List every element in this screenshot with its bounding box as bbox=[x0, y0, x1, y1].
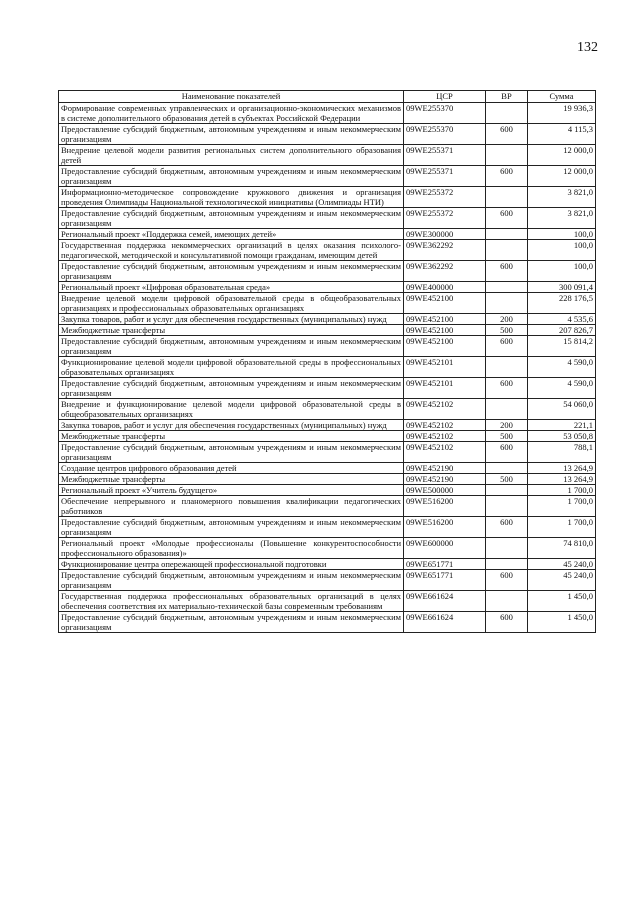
cell-vr: 600 bbox=[486, 261, 528, 282]
table-row bbox=[59, 293, 596, 314]
cell-vr bbox=[486, 293, 528, 314]
cell-vr bbox=[486, 229, 528, 240]
cell-sum: 45 240,0 bbox=[528, 559, 596, 570]
cell-name: Предоставление субсидий бюджетным, автономным учреждениям и иным некоммерческим организациям bbox=[59, 336, 404, 357]
cell-name: Межбюджетные трансферты bbox=[59, 474, 404, 485]
cell-csr: 09WE255371 bbox=[404, 145, 486, 166]
cell-csr: 09WE400000 bbox=[404, 282, 486, 293]
cell-name: Государственная поддержка некоммерческих организаций в целях оказания психолого-педагогической, методической и консультативной помощи гражданам, имеющим детей bbox=[59, 240, 404, 261]
table-row bbox=[59, 538, 596, 559]
cell-name: Внедрение целевой модели цифровой образовательной среды в общеобразовательных организациях и профессиональных образовательных организациях bbox=[59, 293, 404, 314]
table-row bbox=[59, 420, 596, 431]
cell-name: Предоставление субсидий бюджетным, автономным учреждениям и иным некоммерческим организациям bbox=[59, 570, 404, 591]
cell-name: Внедрение и функционирование целевой модели цифровой образовательной среды в общеобразовательных организациях bbox=[59, 399, 404, 420]
table-row bbox=[59, 282, 596, 293]
cell-sum: 1 450,0 bbox=[528, 612, 596, 633]
table-row bbox=[59, 103, 596, 124]
table-row bbox=[59, 463, 596, 474]
cell-name: Государственная поддержка профессиональных образовательных организаций в целях обеспечения соответствия их материально-технической базы современным требованиям bbox=[59, 591, 404, 612]
table-row bbox=[59, 399, 596, 420]
cell-vr: 600 bbox=[486, 570, 528, 591]
cell-name: Внедрение целевой модели развития региональных систем дополнительного образования детей bbox=[59, 145, 404, 166]
cell-csr: 09WE452102 bbox=[404, 442, 486, 463]
cell-sum: 13 264,9 bbox=[528, 474, 596, 485]
cell-vr bbox=[486, 591, 528, 612]
cell-name: Информационно-методическое сопровождение кружкового движения и организация проведения Олимпиады Национальной технологической инициативы (Олимпиады НТИ) bbox=[59, 187, 404, 208]
table-body bbox=[59, 103, 596, 633]
cell-vr bbox=[486, 538, 528, 559]
cell-sum: 4 590,0 bbox=[528, 357, 596, 378]
table-row bbox=[59, 261, 596, 282]
cell-csr: 09WE362292 bbox=[404, 261, 486, 282]
cell-sum: 100,0 bbox=[528, 240, 596, 261]
cell-csr: 09WE452100 bbox=[404, 293, 486, 314]
cell-vr: 500 bbox=[486, 325, 528, 336]
cell-csr: 09WE452190 bbox=[404, 463, 486, 474]
cell-csr: 09WE452102 bbox=[404, 399, 486, 420]
cell-sum: 221,1 bbox=[528, 420, 596, 431]
table-row bbox=[59, 145, 596, 166]
cell-csr: 09WE516200 bbox=[404, 517, 486, 538]
cell-vr bbox=[486, 559, 528, 570]
cell-sum: 45 240,0 bbox=[528, 570, 596, 591]
table-row bbox=[59, 314, 596, 325]
budget-table bbox=[58, 90, 596, 633]
cell-vr: 500 bbox=[486, 474, 528, 485]
cell-name: Формирование современных управленческих и организационно-экономических механизмов в системе дополнительного образования детей в субъектах Российской Федерации bbox=[59, 103, 404, 124]
cell-sum: 100,0 bbox=[528, 229, 596, 240]
cell-sum: 12 000,0 bbox=[528, 145, 596, 166]
table-row bbox=[59, 187, 596, 208]
cell-csr: 09WE452100 bbox=[404, 314, 486, 325]
cell-sum: 3 821,0 bbox=[528, 187, 596, 208]
cell-sum: 74 810,0 bbox=[528, 538, 596, 559]
cell-vr bbox=[486, 485, 528, 496]
cell-sum: 4 590,0 bbox=[528, 378, 596, 399]
table-row bbox=[59, 474, 596, 485]
table-row bbox=[59, 496, 596, 517]
cell-sum: 53 050,8 bbox=[528, 431, 596, 442]
cell-vr bbox=[486, 145, 528, 166]
cell-csr: 09WE452102 bbox=[404, 420, 486, 431]
cell-name: Региональный проект «Поддержка семей, имеющих детей» bbox=[59, 229, 404, 240]
cell-sum: 300 091,4 bbox=[528, 282, 596, 293]
table-row bbox=[59, 431, 596, 442]
table-row bbox=[59, 166, 596, 187]
cell-sum: 13 264,9 bbox=[528, 463, 596, 474]
cell-sum: 1 450,0 bbox=[528, 591, 596, 612]
cell-vr: 500 bbox=[486, 431, 528, 442]
header-vr: ВР bbox=[486, 91, 528, 103]
cell-name: Предоставление субсидий бюджетным, автономным учреждениям и иным некоммерческим организациям bbox=[59, 442, 404, 463]
cell-name: Закупка товаров, работ и услуг для обеспечения государственных (муниципальных) нужд bbox=[59, 420, 404, 431]
cell-sum: 788,1 bbox=[528, 442, 596, 463]
cell-vr: 600 bbox=[486, 517, 528, 538]
cell-csr: 09WE452102 bbox=[404, 431, 486, 442]
cell-name: Межбюджетные трансферты bbox=[59, 325, 404, 336]
cell-name: Региональный проект «Учитель будущего» bbox=[59, 485, 404, 496]
cell-sum: 12 000,0 bbox=[528, 166, 596, 187]
cell-vr: 600 bbox=[486, 442, 528, 463]
cell-vr: 600 bbox=[486, 124, 528, 145]
table-row bbox=[59, 591, 596, 612]
cell-csr: 09WE452100 bbox=[404, 325, 486, 336]
cell-csr: 09WE300000 bbox=[404, 229, 486, 240]
cell-sum: 1 700,0 bbox=[528, 496, 596, 517]
cell-name: Обеспечение непрерывного и планомерного повышения квалификации педагогических работников bbox=[59, 496, 404, 517]
cell-csr: 09WE661624 bbox=[404, 591, 486, 612]
cell-name: Региональный проект «Цифровая образовательная среда» bbox=[59, 282, 404, 293]
cell-csr: 09WE500000 bbox=[404, 485, 486, 496]
cell-sum: 100,0 bbox=[528, 261, 596, 282]
cell-vr: 600 bbox=[486, 378, 528, 399]
cell-name: Межбюджетные трансферты bbox=[59, 431, 404, 442]
table-row bbox=[59, 208, 596, 229]
cell-name: Предоставление субсидий бюджетным, автономным учреждениям и иным некоммерческим организациям bbox=[59, 517, 404, 538]
table-row bbox=[59, 485, 596, 496]
cell-csr: 09WE651771 bbox=[404, 570, 486, 591]
table-row bbox=[59, 336, 596, 357]
cell-sum: 228 176,5 bbox=[528, 293, 596, 314]
cell-sum: 4 535,6 bbox=[528, 314, 596, 325]
cell-csr: 09WE452100 bbox=[404, 336, 486, 357]
cell-name: Предоставление субсидий бюджетным, автономным учреждениям и иным некоммерческим организациям bbox=[59, 124, 404, 145]
table-row bbox=[59, 378, 596, 399]
cell-vr: 600 bbox=[486, 166, 528, 187]
table-row bbox=[59, 229, 596, 240]
cell-vr: 600 bbox=[486, 612, 528, 633]
cell-csr: 09WE255370 bbox=[404, 103, 486, 124]
cell-vr bbox=[486, 240, 528, 261]
cell-sum: 15 814,2 bbox=[528, 336, 596, 357]
cell-name: Региональный проект «Молодые профессионалы (Повышение конкурентоспособности профессионального образования)» bbox=[59, 538, 404, 559]
cell-csr: 09WE255372 bbox=[404, 187, 486, 208]
table-row bbox=[59, 570, 596, 591]
cell-csr: 09WE255371 bbox=[404, 166, 486, 187]
cell-vr: 200 bbox=[486, 420, 528, 431]
cell-csr: 09WE255370 bbox=[404, 124, 486, 145]
cell-name: Предоставление субсидий бюджетным, автономным учреждениям и иным некоммерческим организациям bbox=[59, 261, 404, 282]
cell-vr bbox=[486, 187, 528, 208]
table-header-row bbox=[59, 91, 596, 103]
cell-sum: 3 821,0 bbox=[528, 208, 596, 229]
table-row bbox=[59, 442, 596, 463]
cell-sum: 1 700,0 bbox=[528, 517, 596, 538]
cell-sum: 19 936,3 bbox=[528, 103, 596, 124]
table-row bbox=[59, 124, 596, 145]
header-sum: Сумма bbox=[528, 91, 596, 103]
cell-sum: 54 060,0 bbox=[528, 399, 596, 420]
table-row bbox=[59, 357, 596, 378]
cell-csr: 09WE452101 bbox=[404, 378, 486, 399]
table-row bbox=[59, 325, 596, 336]
cell-name: Предоставление субсидий бюджетным, автономным учреждениям и иным некоммерческим организациям bbox=[59, 378, 404, 399]
table-row bbox=[59, 517, 596, 538]
cell-sum: 207 826,7 bbox=[528, 325, 596, 336]
cell-name: Закупка товаров, работ и услуг для обеспечения государственных (муниципальных) нужд bbox=[59, 314, 404, 325]
cell-csr: 09WE362292 bbox=[404, 240, 486, 261]
table-row bbox=[59, 612, 596, 633]
cell-csr: 09WE452190 bbox=[404, 474, 486, 485]
cell-csr: 09WE600000 bbox=[404, 538, 486, 559]
cell-vr bbox=[486, 357, 528, 378]
cell-name: Предоставление субсидий бюджетным, автономным учреждениям и иным некоммерческим организациям bbox=[59, 612, 404, 633]
cell-vr: 600 bbox=[486, 336, 528, 357]
table-row bbox=[59, 559, 596, 570]
cell-csr: 09WE255372 bbox=[404, 208, 486, 229]
cell-vr bbox=[486, 282, 528, 293]
cell-vr: 200 bbox=[486, 314, 528, 325]
cell-sum: 1 700,0 bbox=[528, 485, 596, 496]
page-number: 132 bbox=[577, 40, 598, 55]
cell-name: Предоставление субсидий бюджетным, автономным учреждениям и иным некоммерческим организациям bbox=[59, 166, 404, 187]
cell-vr bbox=[486, 496, 528, 517]
cell-vr bbox=[486, 103, 528, 124]
cell-csr: 09WE516200 bbox=[404, 496, 486, 517]
header-csr: ЦСР bbox=[404, 91, 486, 103]
table-row bbox=[59, 240, 596, 261]
cell-csr: 09WE452101 bbox=[404, 357, 486, 378]
cell-csr: 09WE661624 bbox=[404, 612, 486, 633]
cell-sum: 4 115,3 bbox=[528, 124, 596, 145]
cell-vr bbox=[486, 399, 528, 420]
cell-name: Предоставление субсидий бюджетным, автономным учреждениям и иным некоммерческим организациям bbox=[59, 208, 404, 229]
cell-name: Функционирование целевой модели цифровой образовательной среды в профессиональных образовательных организациях bbox=[59, 357, 404, 378]
cell-name: Создание центров цифрового образования детей bbox=[59, 463, 404, 474]
cell-vr bbox=[486, 463, 528, 474]
cell-name: Функционирование центра опережающей профессиональной подготовки bbox=[59, 559, 404, 570]
cell-csr: 09WE651771 bbox=[404, 559, 486, 570]
cell-vr: 600 bbox=[486, 208, 528, 229]
header-name: Наименование показателей bbox=[59, 91, 404, 103]
